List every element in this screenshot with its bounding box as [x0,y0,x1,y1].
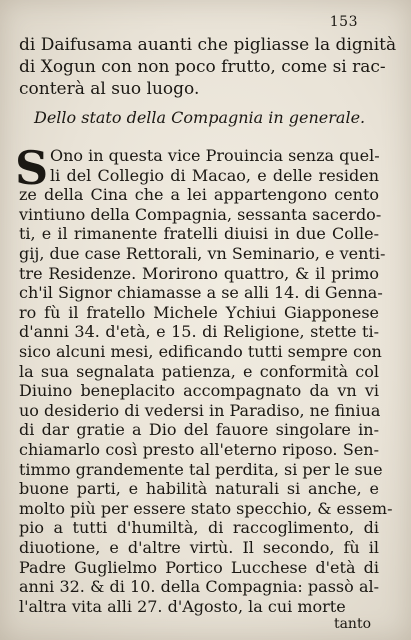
body-line: anni 32. & di 10. della Compagnia: passò al- [19,577,379,597]
drop-cap: S [15,141,49,195]
opening-line: di Daifusama auanti che pigliasse la dignità [19,35,397,55]
body-line: la sua segnalata patienza, e conformità col [19,361,379,381]
body-line: buone parti, e habilità naturali si anche, e [19,479,379,499]
opening-line: di Xogun con non poco frutto, come si rac- [19,57,386,77]
body-line: tre Residenze. Morirono quattro, & il primo [19,263,379,283]
body-line: gij, due case Rettorali, vn Seminario, e venti- [19,244,386,263]
body-line: sico alcuni mesi, edificando tutti sempre con [19,342,382,361]
body-line: ch'il Signor chiamasse a se alli 14. di Genna- [19,283,383,303]
body-line: diuotione, e d'altre virtù. Il secondo, fù il [19,538,379,557]
body-line: d'anni 34. d'età, e 15. di Religione, stette ti- [19,322,379,342]
page-number: 153 [329,14,358,30]
body-line: Diuino beneplacito accompagnato da vn vi [19,381,379,401]
body-line: ti, e il rimanente fratelli diuisi in due Colle- [19,224,379,244]
body-line: timmo grandemente tal perdita, si per le sue [19,459,383,479]
body-line: di dar gratie a Dio del fauore singolare in- [19,420,379,440]
body-line: ze della Cina che a lei appartengono cento [19,185,379,205]
body-line: vintiuno della Compagnia, sessanta sacerdo- [19,204,382,224]
catchword: tanto [333,616,371,632]
body-line: Padre Guglielmo Portico Lucchese d'età di [19,557,379,577]
body-line: uo desiderio di vedersi in Paradiso, ne finiua [19,400,381,420]
body-line: molto più per essere stato specchio, & essem- [19,498,393,518]
opening-line: conterà al suo luogo. [19,79,200,99]
body-line: pio a tutti d'humiltà, di raccoglimento, di [19,518,379,538]
body-line: ro fù il fratello Michele Ychiui Giapponese [19,302,379,322]
body-line: chiamarlo così presto all'eterno riposo. Sen- [19,440,379,459]
body-line: Ono in questa vice Prouincia senza quel- [50,146,380,165]
section-heading: Dello stato della Compagnia in generale. [34,108,366,127]
body-line: li del Collegio di Macao, e delle residen [50,165,379,185]
body-line: l'altra vita alli 27. d'Agosto, la cui morte [19,596,346,616]
